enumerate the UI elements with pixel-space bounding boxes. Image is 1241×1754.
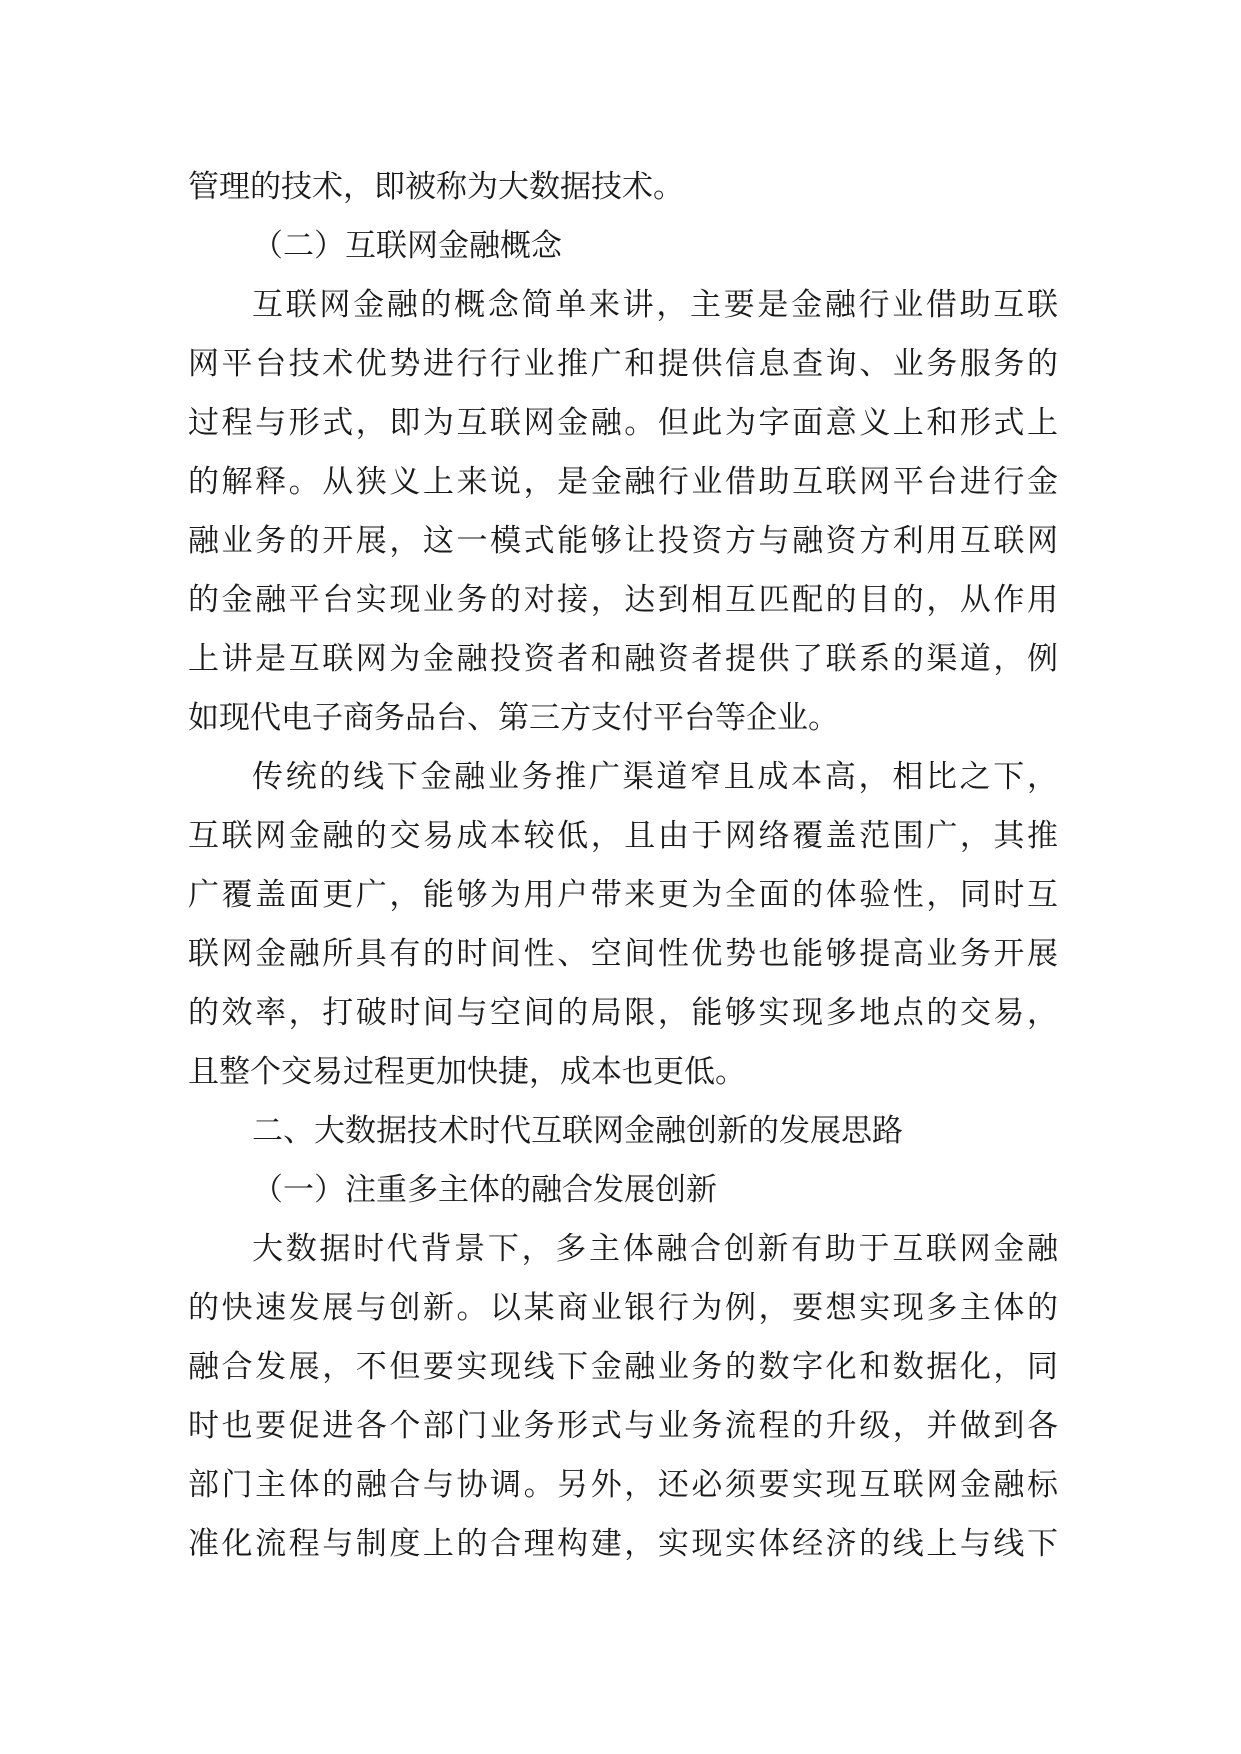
text-line: 联网金融所具有的时间性、空间性优势也能够提高业务开展 bbox=[188, 936, 1058, 972]
text-line: 准化流程与制度上的合理构建，实现实体经济的线上与线下 bbox=[188, 1526, 1058, 1562]
text-line: 的效率，打破时间与空间的局限，能够实现多地点的交易， bbox=[188, 995, 1058, 1031]
text-line: 融业务的开展，这一模式能够让投资方与融资方利用互联网 bbox=[188, 523, 1058, 559]
text-line: 融合发展，不但要实现线下金融业务的数字化和数据化，同 bbox=[188, 1349, 1058, 1385]
section-heading: （二）互联网金融概念 bbox=[252, 228, 562, 264]
text-line: 广覆盖面更广，能够为用户带来更为全面的体验性，同时互 bbox=[188, 877, 1058, 913]
text-line: 的金融平台实现业务的对接，达到相互匹配的目的，从作用 bbox=[188, 582, 1058, 618]
section-heading: 二、大数据技术时代互联网金融创新的发展思路 bbox=[252, 1113, 903, 1149]
text-line: 部门主体的融合与协调。另外，还必须要实现互联网金融标 bbox=[188, 1467, 1058, 1503]
text-line: 传统的线下金融业务推广渠道窄且成本高，相比之下， bbox=[252, 759, 1058, 795]
text-line: 且整个交易过程更加快捷，成本也更低。 bbox=[188, 1054, 746, 1090]
text-line: 的解释。从狭义上来说，是金融行业借助互联网平台进行金 bbox=[188, 464, 1058, 500]
document-body bbox=[188, 158, 1058, 1574]
text-line: 互联网金融的交易成本较低，且由于网络覆盖范围广，其推 bbox=[188, 818, 1058, 854]
text-line: 网平台技术优势进行行业推广和提供信息查询、业务服务的 bbox=[188, 346, 1058, 382]
subsection-heading: （一）注重多主体的融合发展创新 bbox=[252, 1172, 717, 1208]
text-line: 互联网金融的概念简单来讲，主要是金融行业借助互联 bbox=[252, 287, 1058, 323]
text-line: 的快速发展与创新。以某商业银行为例，要想实现多主体的 bbox=[188, 1290, 1058, 1326]
text-line: 如现代电子商务品台、第三方支付平台等企业。 bbox=[188, 700, 839, 736]
text-line: 时也要促进各个部门业务形式与业务流程的升级，并做到各 bbox=[188, 1408, 1058, 1444]
text-line: 过程与形式，即为互联网金融。但此为字面意义上和形式上 bbox=[188, 405, 1058, 441]
text-line: 上讲是互联网为金融投资者和融资者提供了联系的渠道，例 bbox=[188, 641, 1058, 677]
text-line: 管理的技术，即被称为大数据技术。 bbox=[188, 169, 684, 205]
text-line: 大数据时代背景下，多主体融合创新有助于互联网金融 bbox=[252, 1231, 1058, 1267]
